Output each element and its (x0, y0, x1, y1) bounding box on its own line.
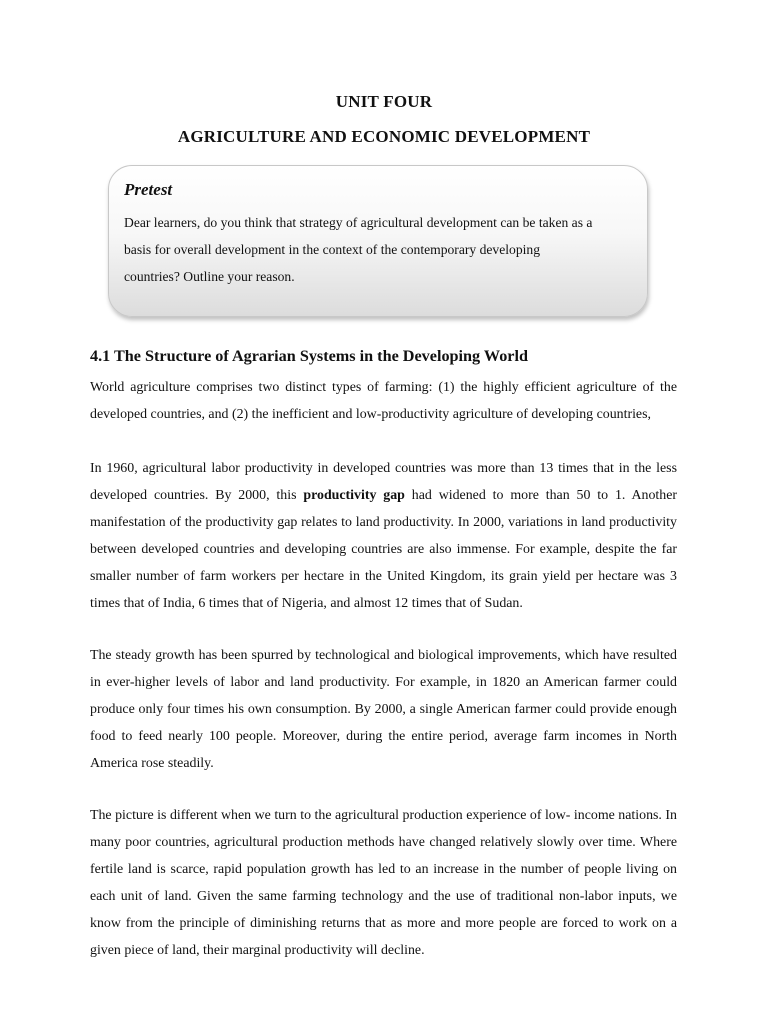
pretest-box (108, 165, 648, 317)
bold-term: productivity gap (303, 488, 405, 503)
chapter-title: AGRICULTURE AND ECONOMIC DEVELOPMENT (177, 127, 591, 146)
pretest-heading: Pretest (124, 180, 173, 199)
paragraph-text: World agriculture comprises two distinct types of farming: (1) the highly efficient agriculture of the developed countries, and (2) the inefficient and low-productivity agriculture of developing countries, (90, 380, 677, 422)
paragraph-text: had widened to more than 50 to 1. Another manifestation of the productivity gap relates to land productivity. In 2000, variations in land productivity between developed countries and developing countries are also immense. For example, despite the far smaller number of farm workers per hectare in the United Kingdom, its grain yield per hectare was 3 times that of India, 6 times that of Nigeria, and almost 12 times that of Sudan. (90, 488, 677, 611)
paragraph-text: The picture is different when we turn to the agricultural production experience of low- income nations. In many poor countries, agricultural production methods have changed relatively slowly over time. Where fertile land is scarce, rapid population growth has led to an increase in the number of people living on each unit of land. Given the same farming technology and the use of traditional non-labor inputs, we know from the principle of diminishing returns that as more and more people are forced to work on a given piece of land, their marginal productivity will decline. (90, 808, 677, 958)
paragraph-text: In 1960, agricultural labor productivity in developed countries was more than 13 times that in the less developed countries. By 2000, this (90, 461, 677, 503)
paragraph-1 (90, 374, 677, 428)
pretest-text: Dear learners, do you think that strategy of agricultural development can be taken as a basis for overall development in the context of the contemporary developing countries? Outline your reason. (124, 215, 593, 284)
paragraph-3 (90, 642, 677, 777)
paragraph-text: The steady growth has been spurred by technological and biological improvements, which have resulted in ever-higher levels of labor and land productivity. For example, in 1820 an American farmer could produce only four times his own consumption. By 2000, a single American farmer could provide enough food to feed nearly 100 people. Moreover, during the entire period, average farm incomes in North America rose steadily. (90, 648, 677, 771)
paragraph-4 (90, 802, 677, 964)
unit-title: UNIT FOUR (335, 92, 433, 111)
paragraph-2 (90, 455, 677, 617)
section-heading: 4.1 The Structure of Agrarian Systems in the Developing World (90, 347, 528, 365)
